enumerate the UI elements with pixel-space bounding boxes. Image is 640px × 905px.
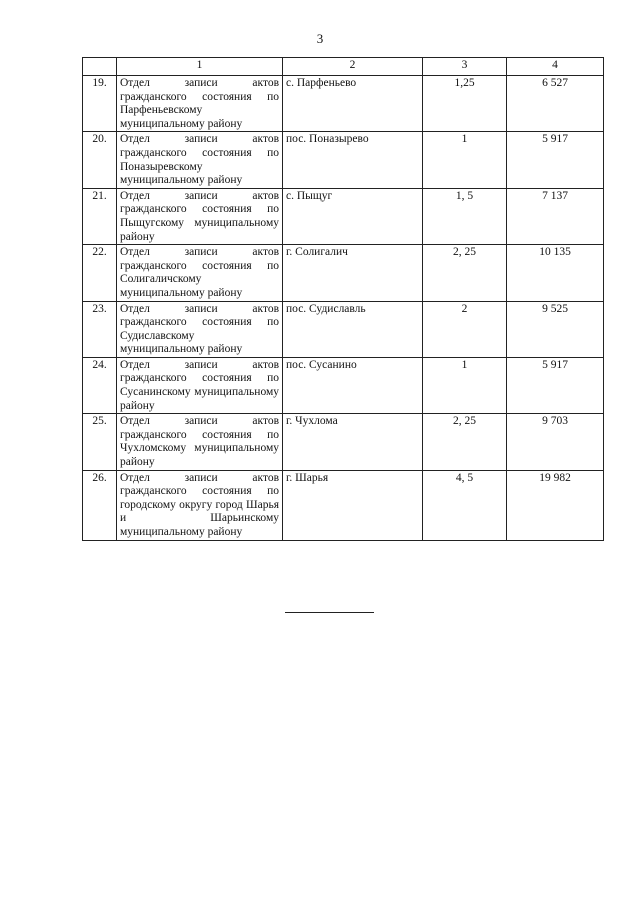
row-number: 22. (83, 245, 117, 301)
header-cell-3: 3 (423, 58, 507, 76)
row-number: 20. (83, 132, 117, 188)
table-row (83, 76, 604, 132)
column-3-value: 1, 5 (423, 188, 507, 244)
office-name: Отдел записи актов гражданского состояния по Сусанинскому муниципальному району (117, 357, 283, 413)
header-cell-4: 4 (507, 58, 604, 76)
column-3-value: 2, 25 (423, 245, 507, 301)
office-name: Отдел записи актов гражданского состояния по городскому округу город Шарья и Шарьинскому муниципальному району (117, 470, 283, 540)
table-row (83, 132, 604, 188)
office-name: Отдел записи актов гражданского состояния по Судиславскому муниципальному району (117, 301, 283, 357)
office-location: г. Солигалич (283, 245, 423, 301)
row-number: 23. (83, 301, 117, 357)
column-4-value: 19 982 (507, 470, 604, 540)
column-4-value: 6 527 (507, 76, 604, 132)
office-name: Отдел записи актов гражданского состояния по Пыщугскому муниципальному району (117, 188, 283, 244)
table-row (83, 301, 604, 357)
header-cell-empty (83, 58, 117, 76)
column-4-value: 10 135 (507, 245, 604, 301)
table-row (83, 188, 604, 244)
column-4-value: 7 137 (507, 188, 604, 244)
column-4-value: 9 703 (507, 414, 604, 470)
closing-divider-line (285, 612, 374, 613)
row-number: 26. (83, 470, 117, 540)
table-row (83, 357, 604, 413)
office-name: Отдел записи актов гражданского состояния по Солигаличскому муниципальному району (117, 245, 283, 301)
column-3-value: 2 (423, 301, 507, 357)
column-4-value: 9 525 (507, 301, 604, 357)
office-location: г. Чухлома (283, 414, 423, 470)
table-row (83, 414, 604, 470)
column-3-value: 1 (423, 357, 507, 413)
column-3-value: 4, 5 (423, 470, 507, 540)
table-row (83, 245, 604, 301)
office-location: пос. Поназырево (283, 132, 423, 188)
office-location: с. Пыщуг (283, 188, 423, 244)
data-table (82, 57, 604, 541)
header-cell-1: 1 (117, 58, 283, 76)
office-location: пос. Сусанино (283, 357, 423, 413)
office-name: Отдел записи актов гражданского состояния по Парфеньевскому муниципальному району (117, 76, 283, 132)
row-number: 21. (83, 188, 117, 244)
office-location: с. Парфеньево (283, 76, 423, 132)
office-name: Отдел записи актов гражданского состояния по Чухломскому муниципальному району (117, 414, 283, 470)
table-header-row (83, 58, 604, 76)
office-location: пос. Судиславль (283, 301, 423, 357)
header-cell-2: 2 (283, 58, 423, 76)
page-number: 3 (316, 31, 324, 46)
office-name: Отдел записи актов гражданского состояния по Поназыревскому муниципальному району (117, 132, 283, 188)
column-4-value: 5 917 (507, 357, 604, 413)
table-row (83, 470, 604, 540)
row-number: 24. (83, 357, 117, 413)
row-number: 25. (83, 414, 117, 470)
column-3-value: 2, 25 (423, 414, 507, 470)
row-number: 19. (83, 76, 117, 132)
column-3-value: 1 (423, 132, 507, 188)
column-4-value: 5 917 (507, 132, 604, 188)
column-3-value: 1,25 (423, 76, 507, 132)
office-location: г. Шарья (283, 470, 423, 540)
